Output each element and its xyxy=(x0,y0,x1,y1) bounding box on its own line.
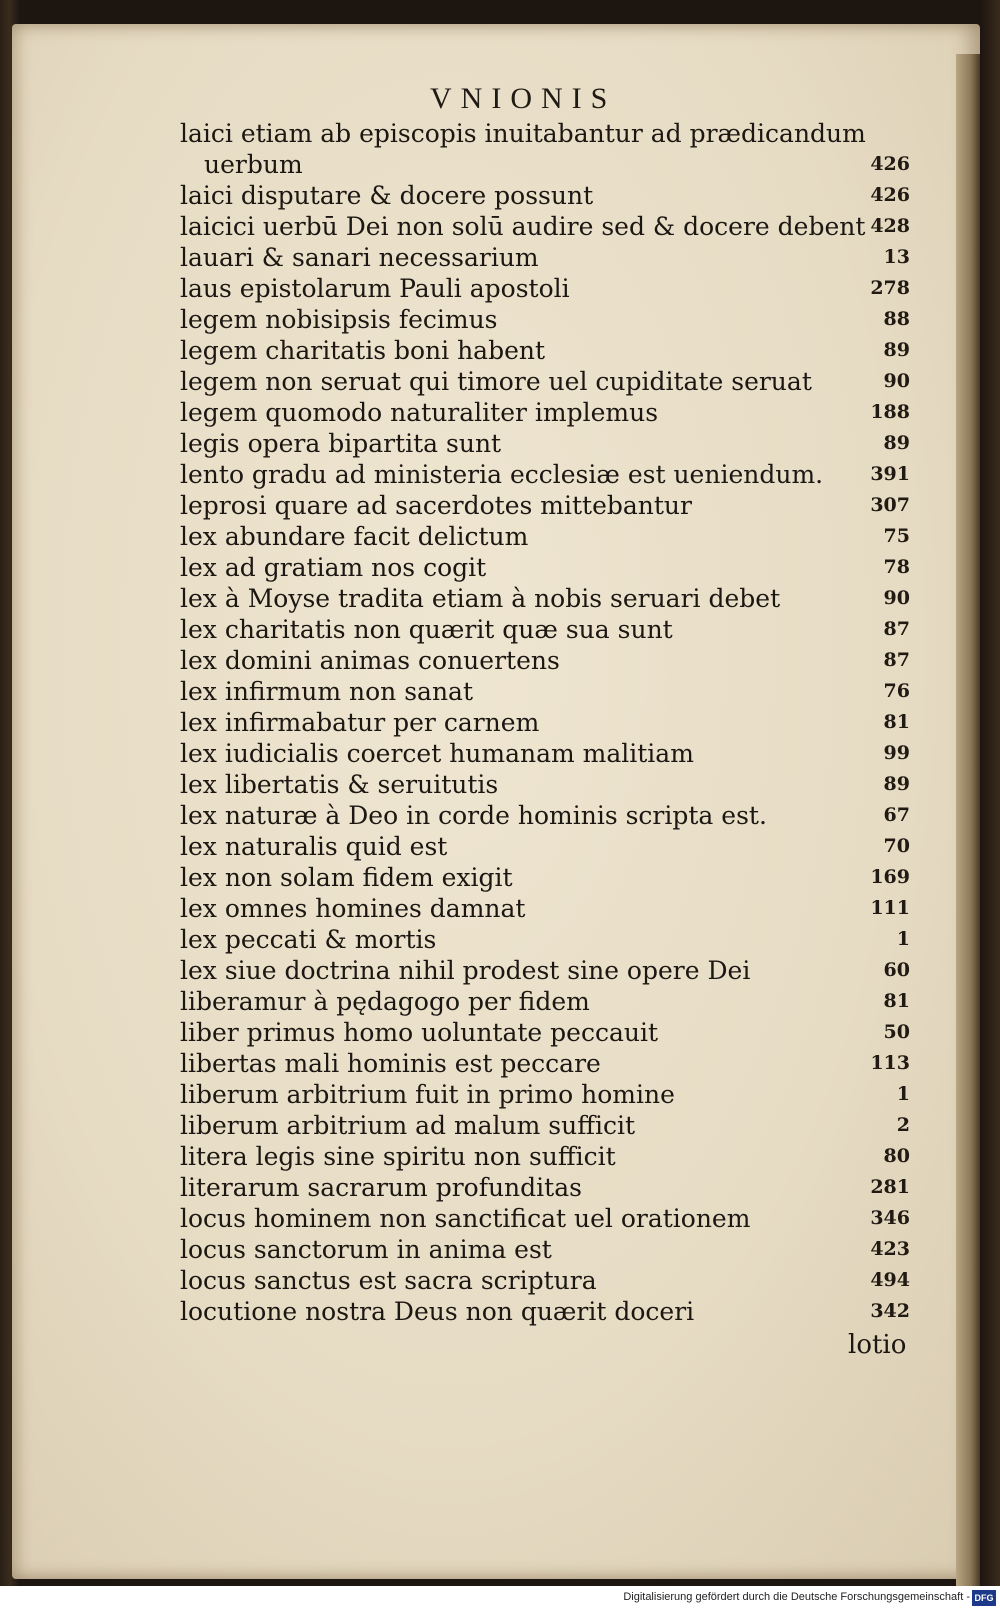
entry-term: lex siue doctrina nihil prodest sine opere Dei xyxy=(180,956,751,985)
index-entry xyxy=(180,304,910,335)
index-entry xyxy=(180,583,910,614)
entry-page-number: 346 xyxy=(870,1207,910,1229)
entry-term: lex omnes homines damnat xyxy=(180,894,526,923)
entry-page-number: 81 xyxy=(883,711,910,733)
entry-page-number: 99 xyxy=(883,742,910,764)
entry-term: lex iudicialis coercet humanam malitiam xyxy=(180,739,694,768)
index-entry xyxy=(180,366,910,397)
entry-page-number: 13 xyxy=(883,246,910,268)
entry-page-number: 89 xyxy=(883,773,910,795)
index-entry xyxy=(180,490,910,521)
index-entry xyxy=(180,1172,910,1203)
entry-page-number: 2 xyxy=(896,1114,910,1136)
entry-page-number: 60 xyxy=(883,959,910,981)
index-entry xyxy=(180,211,910,242)
entry-page-number: 1 xyxy=(896,928,910,950)
entry-term: legem charitatis boni habent xyxy=(180,336,546,365)
index-entry xyxy=(180,428,910,459)
entry-term: lauari & sanari necessarium xyxy=(180,243,539,272)
entry-page-number: 76 xyxy=(883,680,910,702)
entry-term: lex abundare facit delictum xyxy=(180,522,529,551)
entry-page-number: 67 xyxy=(883,804,910,826)
index-entry xyxy=(180,738,910,769)
entry-term: laici disputare & docere possunt xyxy=(180,181,594,210)
entry-page-number: 188 xyxy=(870,401,910,423)
index-entry xyxy=(180,862,910,893)
entry-term: locus hominem non sanctificat uel orationem xyxy=(180,1204,751,1233)
entry-term: lex à Moyse tradita etiam à nobis seruari debet xyxy=(180,584,781,613)
entry-term: locutione nostra Deus non quærit doceri xyxy=(180,1297,695,1326)
entry-page-number: 111 xyxy=(870,897,910,919)
entry-term: lex domini animas conuertens xyxy=(180,646,560,675)
entry-page-number: 75 xyxy=(883,525,910,547)
entry-term: liberamur à pędagogo per fidem xyxy=(180,987,590,1016)
entry-term: lex peccati & mortis xyxy=(180,925,437,954)
index-entry xyxy=(180,645,910,676)
entry-term: liber primus homo uoluntate peccauit xyxy=(180,1018,659,1047)
entry-term-line2: uerbum xyxy=(204,150,303,179)
index-entry xyxy=(180,800,910,831)
index-entry xyxy=(180,118,910,180)
entry-term: lex naturalis quid est xyxy=(180,832,448,861)
entry-page-number: 90 xyxy=(883,370,910,392)
entry-term: literarum sacrarum profunditas xyxy=(180,1173,582,1202)
index-entry xyxy=(180,831,910,862)
index-entry xyxy=(180,986,910,1017)
entry-page-number: 169 xyxy=(870,866,910,888)
entry-page-number: 307 xyxy=(870,494,910,516)
index-entry xyxy=(180,676,910,707)
entry-term: leprosi quare ad sacerdotes mittebantur xyxy=(180,491,692,520)
index-entry xyxy=(180,180,910,211)
index-entry xyxy=(180,924,910,955)
entry-term: laus epistolarum Pauli apostoli xyxy=(180,274,570,303)
entry-page-number: 281 xyxy=(870,1176,910,1198)
index-entry xyxy=(180,1079,910,1110)
index-entry xyxy=(180,397,910,428)
entry-page-number: 50 xyxy=(883,1021,910,1043)
index-entry xyxy=(180,335,910,366)
entry-term: locus sanctorum in anima est xyxy=(180,1235,552,1264)
index-entry xyxy=(180,1017,910,1048)
entry-term: lex ad gratiam nos cogit xyxy=(180,553,487,582)
entry-term: libertas mali hominis est peccare xyxy=(180,1049,601,1078)
entry-term: lex naturæ à Deo in corde hominis scripta est. xyxy=(180,801,767,830)
index-entry xyxy=(180,242,910,273)
entry-term: lex libertatis & seruitutis xyxy=(180,770,499,799)
entry-term xyxy=(180,118,866,180)
entry-term: liberum arbitrium ad malum sufficit xyxy=(180,1111,636,1140)
entry-page-number: 80 xyxy=(883,1145,910,1167)
entry-page-number: 426 xyxy=(870,184,910,206)
index-entry xyxy=(180,893,910,924)
index-entry xyxy=(180,1296,910,1327)
index-entry xyxy=(180,614,910,645)
entry-page-number: 78 xyxy=(883,556,910,578)
entry-term: laicici uerbū Dei non solū audire sed & docere debent xyxy=(180,212,866,241)
entry-page-number: 391 xyxy=(870,463,910,485)
entry-page-number: 423 xyxy=(870,1238,910,1260)
entry-term: legis opera bipartita sunt xyxy=(180,429,502,458)
entry-page-number: 87 xyxy=(883,618,910,640)
index-entry xyxy=(180,521,910,552)
entry-page-number: 90 xyxy=(883,587,910,609)
running-header: VNIONIS xyxy=(430,82,617,115)
dfg-logo-icon: DFG xyxy=(972,1590,996,1606)
index-entry xyxy=(180,1234,910,1265)
entry-page-number: 70 xyxy=(883,835,910,857)
entry-page-number: 81 xyxy=(883,990,910,1012)
entry-page-number: 278 xyxy=(870,277,910,299)
entry-term: litera legis sine spiritu non sufficit xyxy=(180,1142,616,1171)
entry-page-number: 1 xyxy=(896,1083,910,1105)
entry-page-number: 87 xyxy=(883,649,910,671)
index-entry xyxy=(180,552,910,583)
entry-term: legem quomodo naturaliter implemus xyxy=(180,398,659,427)
entry-term: locus sanctus est sacra scriptura xyxy=(180,1266,597,1295)
index-entry xyxy=(180,707,910,738)
entry-page-number: 88 xyxy=(883,308,910,330)
footer-credit: Digitalisierung gefördert durch die Deutsche Forschungsgemeinschaft - xyxy=(623,1591,970,1603)
index-entry xyxy=(180,1203,910,1234)
index-entry xyxy=(180,1141,910,1172)
entry-term-line1: laici etiam ab episcopis inuitabantur ad prædicandum xyxy=(180,119,866,148)
entry-term: liberum arbitrium fuit in primo homine xyxy=(180,1080,675,1109)
index-entry xyxy=(180,1110,910,1141)
entry-term: lex charitatis non quærit quæ sua sunt xyxy=(180,615,673,644)
entry-page-number: 428 xyxy=(870,215,910,237)
index-entry xyxy=(180,273,910,304)
entry-term: lex non solam fidem exigit xyxy=(180,863,513,892)
index-entry xyxy=(180,459,910,490)
entry-page-number: 113 xyxy=(870,1052,910,1074)
entry-page-number: 89 xyxy=(883,432,910,454)
entry-term: legem nobisipsis fecimus xyxy=(180,305,498,334)
index-entry xyxy=(180,769,910,800)
index-entry xyxy=(180,1048,910,1079)
entry-term: legem non seruat qui timore uel cupiditate seruat xyxy=(180,367,812,396)
index-entries xyxy=(180,118,910,1327)
digitization-footer xyxy=(0,1586,1000,1612)
index-entry xyxy=(180,955,910,986)
entry-term: lento gradu ad ministeria ecclesiæ est ueniendum. xyxy=(180,460,824,489)
entry-page-number: 426 xyxy=(870,153,910,175)
catchword: lotio xyxy=(848,1330,907,1360)
entry-page-number: 342 xyxy=(870,1300,910,1322)
index-entry xyxy=(180,1265,910,1296)
entry-page-number: 494 xyxy=(870,1269,910,1291)
entry-term: lex infirmabatur per carnem xyxy=(180,708,540,737)
page-edge xyxy=(956,54,980,1594)
entry-page-number: 89 xyxy=(883,339,910,361)
entry-term: lex infirmum non sanat xyxy=(180,677,474,706)
